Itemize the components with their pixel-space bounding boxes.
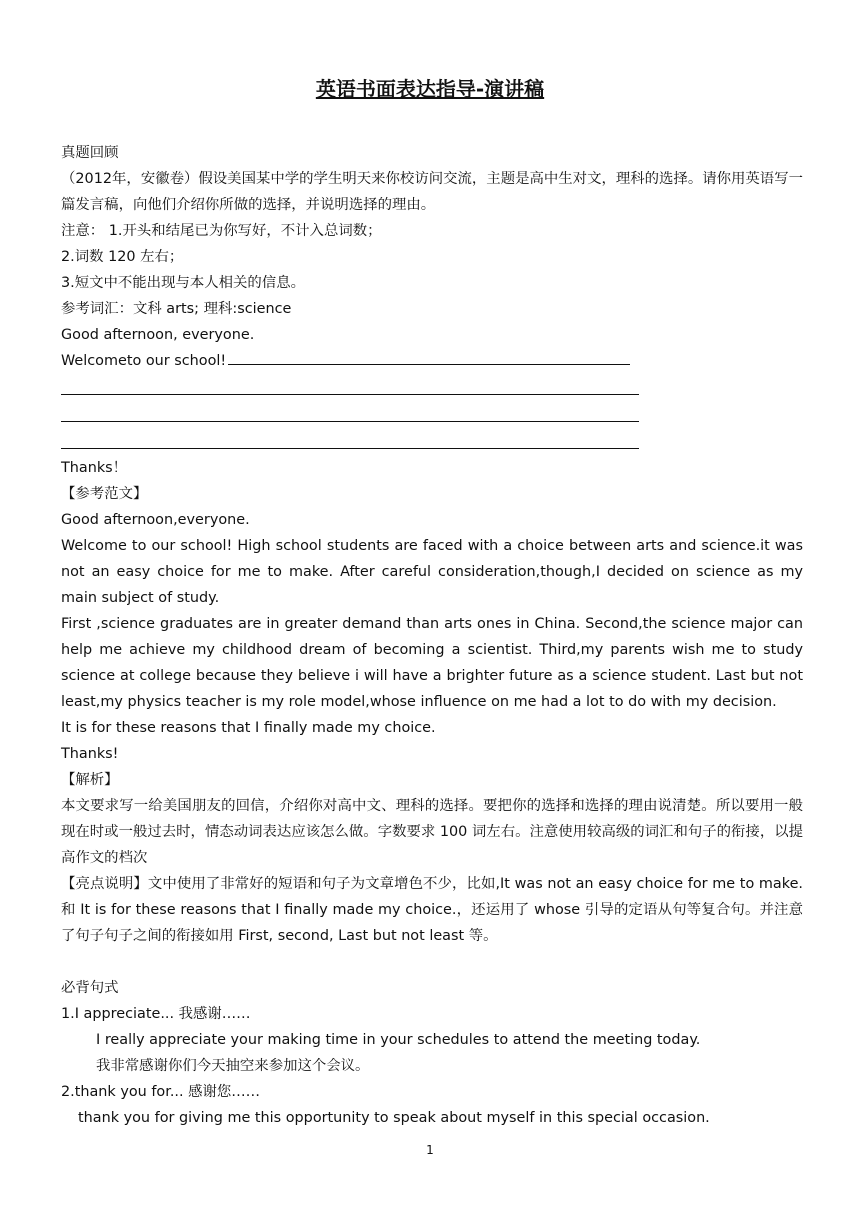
template-opening: Good afternoon, everyone. [61, 327, 255, 343]
note-line-3: 3.短文中不能出现与本人相关的信息。 [61, 275, 305, 291]
highlights-text: 【亮点说明】文中使用了非常好的短语和句子为文章增色不少，比如,It was not an easy choice for me to make.和 It is for these reasons that I finally made my choice.，还运用了 whose 引导的定语从句等复合句。并注意了句子句子之间的衔接如用 First, second, Last but not least 等。 [61, 876, 803, 944]
section-heading-must-recite: 必背句式 [61, 980, 119, 996]
template-closing: Thanks！ [61, 460, 128, 476]
sample-paragraph: Good afternoon,everyone. [61, 512, 250, 528]
answer-blank-inline [228, 349, 630, 365]
phrase-item-label: 1.I appreciate... 我感谢…… [61, 1006, 251, 1022]
note-line-1: 注意： 1.开头和结尾已为你写好，不计入总词数； [61, 223, 382, 239]
answer-blank-line [61, 401, 639, 422]
answer-blank-line [61, 428, 639, 449]
document-title: 英语书面表达指导-演讲稿 [315, 77, 545, 101]
section-heading-sample: 【参考范文】 [61, 486, 148, 502]
sample-paragraph: First ,science graduates are in greater demand than arts ones in China. Second,the science major can help me achieve my childhood dream of becoming a scientist. Third,my parents wish me to study science at college because they believe i will have a brighter future as a science student. Last but not least,my physics teacher is my role model,whose influence on me had a lot to do with my decision. [61, 616, 803, 710]
analysis-text: 本文要求写一给美国朋友的回信，介绍你对高中文、理科的选择。要把你的选择和选择的理由说清楚。所以要用一般现在时或一般过去时，情态动词表达应该怎么做。字数要求 100 词左右。注意使用较高级的词汇和句子的衔接，以提高作文的档次 [61, 798, 803, 866]
phrase-example-en: thank you for giving me this opportunity to speak about myself in this special occasion. [78, 1110, 710, 1126]
answer-blank-line [61, 374, 639, 395]
vocab-line: 参考词汇：文科 arts; 理科:science [61, 301, 292, 317]
phrase-example-zh: 我非常感谢你们今天抽空来参加这个会议。 [96, 1058, 370, 1074]
section-heading-review: 真题回顾 [61, 145, 119, 161]
template-welcome-line [61, 348, 803, 374]
template-welcome: Welcometo our school! [61, 353, 227, 369]
sample-paragraph: Welcome to our school! High school students are faced with a choice between arts and science.it was not an easy choice for me to make. After careful consideration,though,I decided on science as my main subject of study. [61, 538, 803, 606]
phrase-example-en: I really appreciate your making time in your schedules to attend the meeting today. [96, 1032, 701, 1048]
section-heading-analysis: 【解析】 [61, 772, 119, 788]
note-line-2: 2.词数 120 左右； [61, 249, 184, 265]
document-body [61, 140, 803, 1131]
page-number: 1 [426, 1143, 434, 1157]
phrase-item-label: 2.thank you for... 感谢您…… [61, 1084, 261, 1100]
spacer [61, 949, 803, 975]
sample-paragraph: It is for these reasons that I finally made my choice. [61, 720, 436, 736]
task-prompt: （2012年，安徽卷）假设美国某中学的学生明天来你校访问交流，主题是高中生对文，理科的选择。请你用英语写一篇发言稿，向他们介绍你所做的选择，并说明选择的理由。 [61, 171, 803, 213]
sample-paragraph: Thanks! [61, 746, 119, 762]
